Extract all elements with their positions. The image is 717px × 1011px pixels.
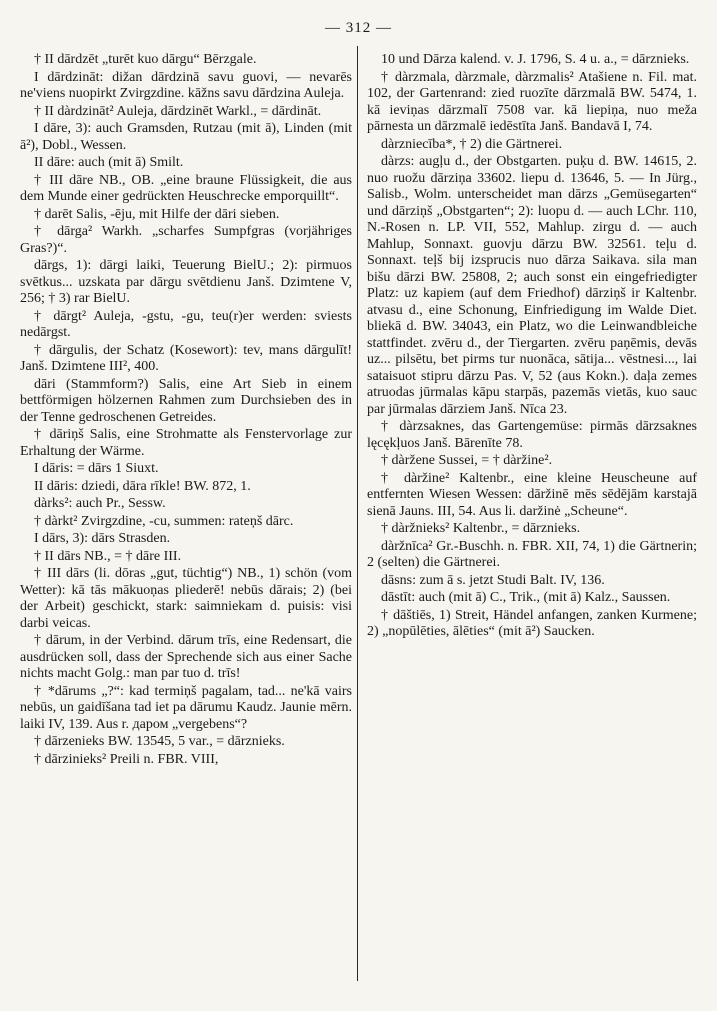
dictionary-entry: I dāris: = dārs 1 Siuxt.: [34, 461, 159, 476]
dictionary-entry: † dàržnieks² Kaltenbr., = dārznieks.: [381, 521, 581, 536]
dictionary-entry: † III dāre NB., OB. „eine braune Flüssigkeit, die aus dem Munde einer gedrückten Heuschrecke emporquillt“.: [20, 172, 352, 204]
dictionary-entry: † dārum, in der Verbind. dārum trīs, eine Redensart, die ausdrücken soll, dass der Sprechende sich aus einer Sache nichts macht Golg.: man par tuo d. trīs!: [20, 633, 352, 681]
dictionary-entry: † dàržene Sussei, = † dàržine².: [381, 453, 553, 468]
dictionary-entry: dàržnīca² Gr.-Buschh. n. FBR. XII, 74, 1) die Gärtnerin; 2 (selten) die Gärtnerei.: [367, 538, 697, 570]
left-column: [20, 52, 352, 769]
dictionary-entry: dāri (Stammform?) Salis, eine Art Sieb in einem bettförmigen hölzernen Rahmen zum Durchsieben des in der Tenne gedroschenen Getreides.: [20, 376, 352, 425]
dictionary-entry: † III dārs (li. dōras „gut, tüchtig“) NB., 1) schön (vom Wetter): kā tās mākuoņas pliederē! nebūs dārais; 2) (bei der Arbeit) geschickt, stark: saimniekam d. puisis: visi darbi veicas.: [20, 566, 352, 631]
dictionary-entry: dāstīt: auch (mit ā) C., Trik., (mit ā) Kalz., Saussen.: [381, 590, 671, 605]
dictionary-entry: II dāre: auch (mit ā) Smilt.: [34, 155, 184, 170]
dictionary-entry: † dārga² Warkh. „scharfes Sumpfgras (vorjähriges Gras?)“.: [20, 224, 352, 256]
dictionary-entry: dàrks²: auch Pr., Sessw.: [34, 496, 166, 511]
dictionary-entry: dāsns: zum ā s. jetzt Studi Balt. IV, 136.: [381, 572, 605, 588]
right-column: [367, 52, 697, 642]
column-divider: [357, 46, 358, 981]
page-number: — 312 —: [325, 20, 392, 36]
dictionary-entry: † dāriņš Salis, eine Strohmatte als Fenstervorlage zur Erhaltung der Wärme.: [20, 427, 352, 459]
dictionary-entry: † dārzenieks BW. 13545, 5 var., = dārznieks.: [34, 734, 285, 749]
dictionary-entry: I dāre, 3): auch Gramsden, Rutzau (mit ā), Linden (mit ā²), Dobl., Wessen.: [20, 121, 352, 153]
dictionary-entry: † dàrkt² Zvirgzdine, -cu, summen: rateņš dārc.: [34, 513, 294, 529]
dictionary-entry: † II dārs NB., = † dāre III.: [34, 548, 182, 564]
dictionary-entry: † II dàrdzināt² Auleja, dārdzinēt Warkl., = dārdināt.: [34, 103, 322, 119]
dictionary-entry: † dārgulis, der Schatz (Kosewort): tev, mans dārgulīt! Janš. Dzimtene III², 400.: [20, 342, 352, 374]
dictionary-entry: † dàržine² Kaltenbr., eine kleine Heuscheune auf entfernten Wiesen Wessen: dāržinē mēs sēdējām karstajā sienā Jauns. III, 54. Aus li. daržinė „Scheune“.: [367, 470, 697, 519]
dictionary-entry: † II dārdzēt „turēt kuo dārgu“ Bērzgale.: [34, 52, 257, 67]
dictionary-entry: † darēt Salis, -ēju, mit Hilfe der dāri sieben.: [34, 206, 280, 222]
dictionary-entry: † *dārums „?“: kad termiņš pagalam, tad... ne'kā vairs nebūs, un gaidīšana tad iet pa dārumu Kaudz. Jaunie mērn. laiki IV, 139. Aus r. даром „vergebens“?: [20, 683, 352, 732]
dictionary-entry: † dàrzsaknes, das Gartengemüse: pirmās dārzsaknes lęcękļuos Janš. Bārenīte 78.: [367, 419, 697, 451]
dictionary-entry: II dāris: dziedi, dāra rīkle! BW. 872, 1.: [34, 478, 251, 494]
dictionary-entry: † dàrzmala, dàrzmale, dàrzmalis² Atašiene n. Fil. mat. 102, der Gartenrand: zied ruozīte dārzmalā BW. 5474, 1. kā ieviņas dārzmalī 7508 var. kā liepiņa, nuo meža pārnesta un dārzmalē iedēstīta Janš. Bandavā I, 74.: [367, 69, 697, 134]
dictionary-entry: dàrzs: augļu d., der Obstgarten. puķu d. BW. 14615, 2. nuo ruožu dārziņa 33602. liepu d. 13646, 5. — In Jürg., Salisb., Wolm. unterscheidet man dārzs „Gemüsegarten“ und dārziņš „Obstgarten“; 2): luopu d. — auch LChr. 110, N.-Rosen n. LP. VII, 552, Mahlup. zirgu d. — auch Mahlup, Sonnaxt. guovju dārzu BW. 32561. teļu d. Sonnaxt. teļš bij izsprucis nuo dārza Saikava. sila man bišu dārzi BW. 25808, 2; auch sonst ein eingefriedigter Platz: uz kapiem (auf dem Friedhof) dārziņš ir Kaltenbr. atvasu d., eine Schonung, Einfriedigung im Walde Diet. bliekā d. BW. 34043, ein Platz, wo die Leinwandbleiche stattfindet. zvēru d., der Tiergarten. zvēru paņēmis, devās uz... pilsētu, bet pirms tur nuonāca, sātija... vēstnesi..., lai sataisuot stipru dārzu Pas. V, 52 (aus Kokn.). daļa zemes atruodas jūrmalas kāpu starpās, pazemās vietās, kuo sauc par jūrmalas dārziem Janš. Nīca 23.: [367, 154, 697, 417]
dictionary-entry: I dārdzināt: dižan dārdzinā savu guovi, — nevarēs ne'viens nuopirkt Zvirgzdine. kāžns savu dārdzina Auleja.: [20, 69, 352, 101]
dictionary-entry: dàrzniecība*, † 2) die Gärtnerei.: [381, 136, 563, 152]
dictionary-entry: † dāštiēs, 1) Streit, Händel anfangen, zanken Kurmene; 2) „nopūlēties, ālēties“ (mit ā²) Saucken.: [367, 607, 697, 639]
dictionary-entry: 10 und Dārza kalend. v. J. 1796, S. 4 u. a., = dārznieks.: [381, 52, 690, 67]
dictionary-entry: † dārgt² Auleja, -gstu, -gu, teu(r)er werden: sviests nedārgst.: [20, 308, 352, 340]
dictionary-entry: † dārzinieks² Preili n. FBR. VIII,: [34, 751, 219, 767]
dictionary-entry: I dārs, 3): dārs Strasden.: [34, 531, 171, 546]
dictionary-entry: dārgs, 1): dārgi laiki, Teuerung BielU.; 2): pirmuos svētkus... uzskata par dārgu svētdienu Janš. Dzimtene V, 256; † 3) rar BielU.: [20, 258, 352, 306]
